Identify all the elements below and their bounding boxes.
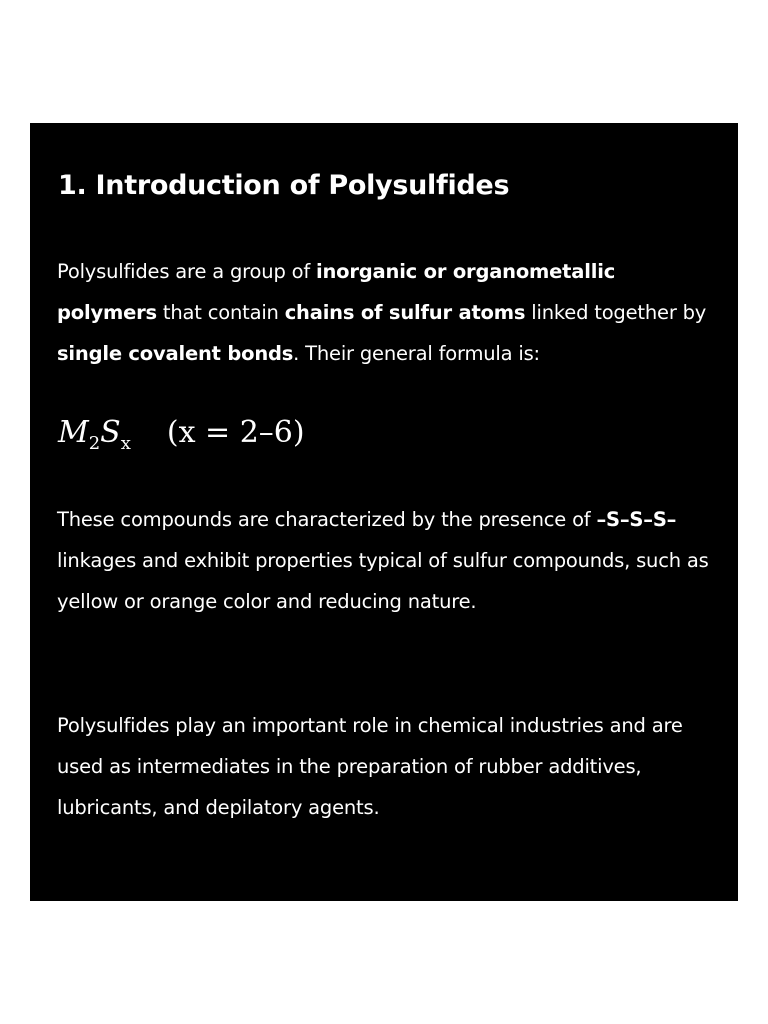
formula-s: S: [100, 415, 121, 450]
properties-text-2: linkages and exhibit properties typical of sulfur compounds, such as yellow or orange color and reducing nature.: [57, 549, 709, 613]
intro-bold-2: chains of sulfur atoms: [284, 301, 526, 324]
formula-sub-2: 2: [88, 433, 101, 454]
intro-text-2: that contain: [156, 301, 285, 324]
properties-text-1: These compounds are characterized by the presence of: [57, 508, 597, 531]
intro-text-4: . Their general formula is:: [293, 342, 540, 365]
general-formula: [58, 415, 305, 454]
intro-text-1: Polysulfides are a group of: [57, 260, 317, 283]
linkage-bold: –S–S–S–: [596, 508, 677, 531]
properties-paragraph: [57, 499, 720, 622]
intro-text-3: linked together by: [525, 301, 707, 324]
intro-bold-3: single covalent bonds: [57, 342, 294, 365]
formula-sub-x: x: [120, 433, 131, 454]
intro-bold-1: inorganic or organometallic polymers: [57, 260, 616, 324]
intro-paragraph: [57, 251, 720, 374]
section-title: 1. Introduction of Polysulfides: [58, 170, 510, 201]
formula-condition: (x = 2–6): [166, 415, 305, 450]
formula-m: M: [58, 415, 89, 450]
content-card: [30, 123, 738, 901]
uses-paragraph: Polysulfides play an important role in chemical industries and are used as intermediates in the preparation of rubber additives, lubricants, and depilatory agents.: [57, 714, 683, 819]
